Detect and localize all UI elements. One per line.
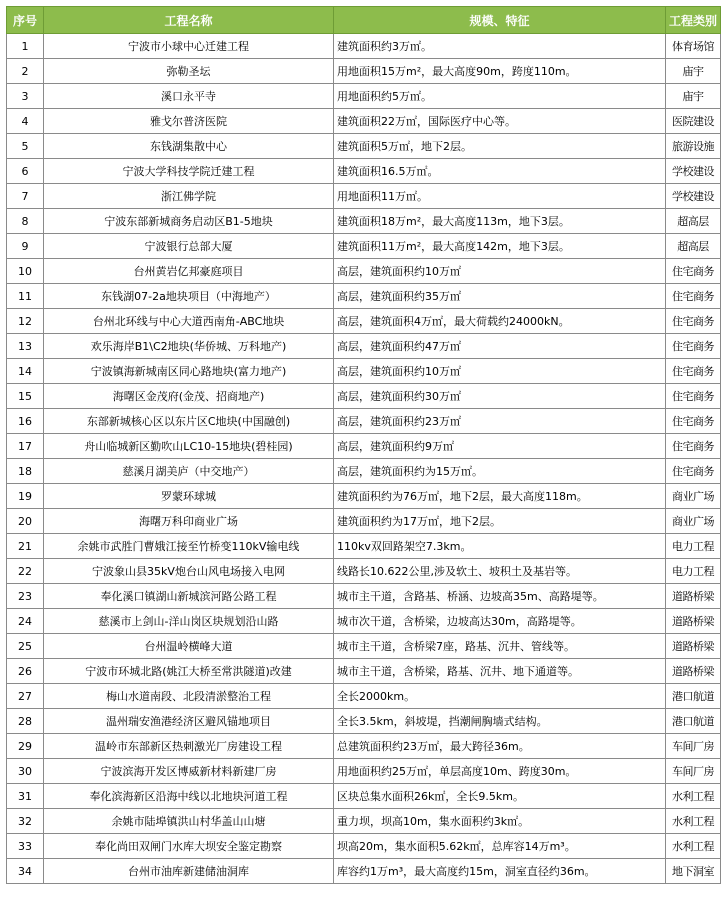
cell-no: 25	[7, 634, 44, 659]
cell-name: 宁波东部新城商务启动区B1-5地块	[44, 209, 334, 234]
table-row	[7, 584, 721, 609]
cell-category: 商业广场	[666, 509, 721, 534]
cell-no: 31	[7, 784, 44, 809]
table-row	[7, 284, 721, 309]
cell-spec: 高层，建筑面积约35万㎡	[334, 284, 666, 309]
cell-category: 电力工程	[666, 559, 721, 584]
cell-name: 慈溪月湖美庐（中交地产）	[44, 459, 334, 484]
cell-name: 台州北环线与中心大道西南角-ABC地块	[44, 309, 334, 334]
cell-no: 3	[7, 84, 44, 109]
cell-no: 27	[7, 684, 44, 709]
cell-category: 庙宇	[666, 84, 721, 109]
cell-spec: 建筑面积约3万㎡。	[334, 34, 666, 59]
cell-category: 道路桥梁	[666, 584, 721, 609]
cell-no: 11	[7, 284, 44, 309]
table-row	[7, 84, 721, 109]
cell-spec: 用地面积约5万㎡。	[334, 84, 666, 109]
cell-category: 住宅商务	[666, 284, 721, 309]
cell-category: 水利工程	[666, 809, 721, 834]
cell-name: 海曙万科印商业广场	[44, 509, 334, 534]
cell-no: 6	[7, 159, 44, 184]
cell-category: 住宅商务	[666, 409, 721, 434]
cell-category: 住宅商务	[666, 434, 721, 459]
cell-no: 8	[7, 209, 44, 234]
cell-no: 17	[7, 434, 44, 459]
header-category: 工程类别	[666, 7, 721, 34]
cell-name: 温州瑞安渔港经济区避风锚地项目	[44, 709, 334, 734]
cell-category: 车间厂房	[666, 734, 721, 759]
cell-spec: 城市主干道，含桥梁7座，路基、沉井、管线等。	[334, 634, 666, 659]
cell-no: 28	[7, 709, 44, 734]
cell-no: 26	[7, 659, 44, 684]
table-row	[7, 409, 721, 434]
cell-name: 奉化尚田双闸门水库大坝安全鉴定勘察	[44, 834, 334, 859]
cell-no: 30	[7, 759, 44, 784]
table-row	[7, 184, 721, 209]
cell-no: 21	[7, 534, 44, 559]
cell-category: 超高层	[666, 209, 721, 234]
cell-spec: 用地面积约25万㎡，单层高度10m、跨度30m。	[334, 759, 666, 784]
table-row	[7, 384, 721, 409]
cell-name: 东钱湖07-2a地块项目（中海地产）	[44, 284, 334, 309]
header-spec: 规模、特征	[334, 7, 666, 34]
cell-spec: 建筑面积18万m²，最大高度113m，地下3层。	[334, 209, 666, 234]
cell-name: 台州温岭横峰大道	[44, 634, 334, 659]
table-row	[7, 359, 721, 384]
cell-category: 住宅商务	[666, 359, 721, 384]
cell-spec: 线路长10.622公里,涉及软土、坡积土及基岩等。	[334, 559, 666, 584]
cell-name: 温岭市东部新区热刺激光厂房建设工程	[44, 734, 334, 759]
cell-spec: 高层，建筑面积约23万㎡	[334, 409, 666, 434]
cell-no: 12	[7, 309, 44, 334]
table-row	[7, 834, 721, 859]
table-row	[7, 609, 721, 634]
cell-no: 29	[7, 734, 44, 759]
cell-no: 9	[7, 234, 44, 259]
table-row	[7, 509, 721, 534]
cell-name: 宁波市小球中心迁建工程	[44, 34, 334, 59]
cell-spec: 高层，建筑面积约30万㎡	[334, 384, 666, 409]
cell-name: 台州黄岩亿邦豪庭项目	[44, 259, 334, 284]
cell-name: 罗蒙环球城	[44, 484, 334, 509]
cell-spec: 高层，建筑面积约9万㎡	[334, 434, 666, 459]
cell-category: 体育场馆	[666, 34, 721, 59]
cell-no: 33	[7, 834, 44, 859]
project-table-container	[6, 6, 720, 884]
cell-name: 宁波市环城北路(姚江大桥至常洪隧道)改建	[44, 659, 334, 684]
cell-no: 16	[7, 409, 44, 434]
cell-no: 34	[7, 859, 44, 884]
cell-category: 水利工程	[666, 834, 721, 859]
cell-category: 道路桥梁	[666, 609, 721, 634]
cell-spec: 建筑面积约为76万㎡，地下2层，最大高度118m。	[334, 484, 666, 509]
cell-spec: 高层，建筑面积约10万㎡	[334, 359, 666, 384]
cell-spec: 城市次干道，含桥梁，边坡高达30m，高路堤等。	[334, 609, 666, 634]
cell-no: 18	[7, 459, 44, 484]
cell-category: 道路桥梁	[666, 634, 721, 659]
table-row	[7, 59, 721, 84]
cell-category: 地下洞室	[666, 859, 721, 884]
cell-name: 慈溪市上剑山-洋山岗区块规划沿山路	[44, 609, 334, 634]
cell-name: 台州市油库新建储油洞库	[44, 859, 334, 884]
cell-no: 7	[7, 184, 44, 209]
header-name: 工程名称	[44, 7, 334, 34]
cell-spec: 全长2000km。	[334, 684, 666, 709]
cell-category: 水利工程	[666, 784, 721, 809]
cell-no: 22	[7, 559, 44, 584]
cell-no: 4	[7, 109, 44, 134]
cell-category: 道路桥梁	[666, 659, 721, 684]
cell-spec: 用地面积15万m²，最大高度90m，跨度110m。	[334, 59, 666, 84]
cell-name: 余姚市武胜门曹娥江接至竹桥变110kV输电线	[44, 534, 334, 559]
cell-no: 14	[7, 359, 44, 384]
cell-no: 24	[7, 609, 44, 634]
cell-spec: 建筑面积5万㎡，地下2层。	[334, 134, 666, 159]
cell-category: 住宅商务	[666, 334, 721, 359]
table-row	[7, 634, 721, 659]
table-row	[7, 734, 721, 759]
cell-spec: 城市主干道，含路基、桥涵、边坡高35m、高路堤等。	[334, 584, 666, 609]
table-row	[7, 709, 721, 734]
cell-spec: 110kv双回路架空7.3km。	[334, 534, 666, 559]
cell-name: 海曙区金茂府(金茂、招商地产)	[44, 384, 334, 409]
cell-spec: 高层，建筑面积约为15万㎡。	[334, 459, 666, 484]
cell-name: 舟山临城新区勤吹山LC10-15地块(碧桂园)	[44, 434, 334, 459]
table-row	[7, 809, 721, 834]
cell-name: 雅戈尔普济医院	[44, 109, 334, 134]
cell-name: 奉化溪口镇湖山新城滨河路公路工程	[44, 584, 334, 609]
cell-name: 弥勒圣坛	[44, 59, 334, 84]
cell-spec: 全长3.5km，斜坡堤，挡潮闸胸墙式结构。	[334, 709, 666, 734]
table-row	[7, 534, 721, 559]
cell-category: 超高层	[666, 234, 721, 259]
cell-name: 欢乐海岸B1\C2地块(华侨城、万科地产)	[44, 334, 334, 359]
cell-name: 宁波滨海开发区博威新材料新建厂房	[44, 759, 334, 784]
cell-no: 2	[7, 59, 44, 84]
cell-spec: 建筑面积约为17万㎡，地下2层。	[334, 509, 666, 534]
cell-spec: 库容约1万m³，最大高度约15m，洞室直径约36m。	[334, 859, 666, 884]
cell-category: 住宅商务	[666, 384, 721, 409]
cell-spec: 高层，建筑面积约10万㎡	[334, 259, 666, 284]
cell-category: 庙宇	[666, 59, 721, 84]
cell-category: 旅游设施	[666, 134, 721, 159]
table-header-row	[7, 7, 721, 34]
cell-name: 东钱湖集散中心	[44, 134, 334, 159]
cell-category: 车间厂房	[666, 759, 721, 784]
cell-category: 住宅商务	[666, 459, 721, 484]
table-row	[7, 109, 721, 134]
cell-category: 学校建设	[666, 159, 721, 184]
cell-name: 宁波象山县35kV炮台山风电场接入电网	[44, 559, 334, 584]
table-row	[7, 209, 721, 234]
cell-no: 5	[7, 134, 44, 159]
cell-spec: 城市主干道，含桥梁，路基、沉井、地下通道等。	[334, 659, 666, 684]
table-row	[7, 484, 721, 509]
cell-spec: 重力坝，坝高10m，集水面积约3k㎡。	[334, 809, 666, 834]
cell-name: 浙江佛学院	[44, 184, 334, 209]
cell-name: 宁波银行总部大厦	[44, 234, 334, 259]
table-row	[7, 309, 721, 334]
table-row	[7, 259, 721, 284]
table-row	[7, 859, 721, 884]
cell-spec: 建筑面积11万m²，最大高度142m，地下3层。	[334, 234, 666, 259]
table-row	[7, 784, 721, 809]
cell-category: 港口航道	[666, 709, 721, 734]
project-table	[6, 6, 721, 884]
cell-category: 商业广场	[666, 484, 721, 509]
cell-no: 20	[7, 509, 44, 534]
cell-name: 梅山水道南段、北段清淤整治工程	[44, 684, 334, 709]
cell-no: 1	[7, 34, 44, 59]
cell-spec: 总建筑面积约23万㎡，最大跨径36m。	[334, 734, 666, 759]
cell-name: 东部新城核心区以东片区C地块(中国融创)	[44, 409, 334, 434]
table-row	[7, 334, 721, 359]
cell-spec: 高层，建筑面积约47万㎡	[334, 334, 666, 359]
cell-spec: 建筑面积22万㎡，国际医疗中心等。	[334, 109, 666, 134]
cell-no: 15	[7, 384, 44, 409]
cell-category: 医院建设	[666, 109, 721, 134]
table-row	[7, 234, 721, 259]
cell-category: 学校建设	[666, 184, 721, 209]
table-row	[7, 34, 721, 59]
cell-no: 10	[7, 259, 44, 284]
header-no: 序号	[7, 7, 44, 34]
cell-category: 住宅商务	[666, 259, 721, 284]
table-row	[7, 434, 721, 459]
cell-spec: 区块总集水面积26k㎡，全长9.5km。	[334, 784, 666, 809]
cell-spec: 用地面积11万㎡。	[334, 184, 666, 209]
cell-name: 溪口永平寺	[44, 84, 334, 109]
cell-name: 奉化滨海新区沿海中线以北地块河道工程	[44, 784, 334, 809]
cell-spec: 坝高20m，集水面积5.62k㎡，总库容14万m³。	[334, 834, 666, 859]
cell-name: 宁波大学科技学院迁建工程	[44, 159, 334, 184]
cell-name: 余姚市陆埠镇洪山村华盖山山塘	[44, 809, 334, 834]
table-row	[7, 159, 721, 184]
table-row	[7, 134, 721, 159]
table-row	[7, 659, 721, 684]
cell-spec: 建筑面积16.5万㎡。	[334, 159, 666, 184]
cell-no: 13	[7, 334, 44, 359]
cell-category: 住宅商务	[666, 309, 721, 334]
cell-spec: 高层，建筑面积4万㎡，最大荷载约24000kN。	[334, 309, 666, 334]
table-row	[7, 684, 721, 709]
cell-category: 电力工程	[666, 534, 721, 559]
cell-no: 19	[7, 484, 44, 509]
table-row	[7, 459, 721, 484]
cell-name: 宁波镇海新城南区同心路地块(富力地产)	[44, 359, 334, 384]
cell-category: 港口航道	[666, 684, 721, 709]
cell-no: 23	[7, 584, 44, 609]
table-row	[7, 559, 721, 584]
cell-no: 32	[7, 809, 44, 834]
table-row	[7, 759, 721, 784]
